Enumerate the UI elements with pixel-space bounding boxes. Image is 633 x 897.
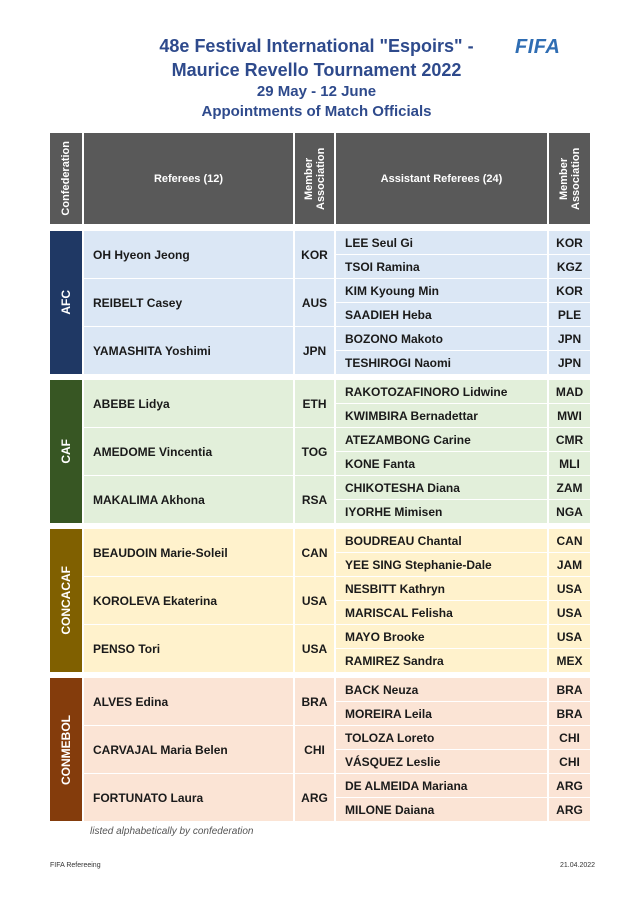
assistant-member-association: CAN bbox=[549, 529, 590, 552]
referee-member-association: USA bbox=[295, 577, 334, 624]
assistant-member-association: USA bbox=[549, 625, 590, 648]
assistant-member-association: BRA bbox=[549, 678, 590, 701]
assistant-member-association: MEX bbox=[549, 649, 590, 672]
assistant-member-association: BRA bbox=[549, 702, 590, 725]
assistant-referee-name: YEE SING Stephanie-Dale bbox=[336, 553, 547, 576]
assistant-member-association: USA bbox=[549, 601, 590, 624]
assistant-member-association: CHI bbox=[549, 750, 590, 773]
referee-name: PENSO Tori bbox=[84, 625, 293, 672]
assistant-member-association: ARG bbox=[549, 798, 590, 821]
header-member-association-2-label: Member Association bbox=[557, 147, 582, 210]
assistant-referee-name: MAYO Brooke bbox=[336, 625, 547, 648]
header-confederation bbox=[50, 133, 82, 224]
assistant-referee-name: BOZONO Makoto bbox=[336, 327, 547, 350]
referee-name: KOROLEVA Ekaterina bbox=[84, 577, 293, 624]
referee-member-association: AUS bbox=[295, 279, 334, 326]
assistant-referee-name: BOUDREAU Chantal bbox=[336, 529, 547, 552]
referee-member-association: JPN bbox=[295, 327, 334, 374]
footnote: listed alphabetically by confederation bbox=[90, 826, 254, 837]
assistant-referee-name: MOREIRA Leila bbox=[336, 702, 547, 725]
assistant-member-association: KGZ bbox=[549, 255, 590, 278]
confederation-cell bbox=[50, 529, 82, 672]
footer-left: FIFA Refereeing bbox=[50, 862, 101, 869]
assistant-referee-name: KONE Fanta bbox=[336, 452, 547, 475]
referee-name: MAKALIMA Akhona bbox=[84, 476, 293, 523]
assistant-referee-name: RAKOTOZAFINORO Lidwine bbox=[336, 380, 547, 403]
assistant-member-association: MLI bbox=[549, 452, 590, 475]
assistant-member-association: KOR bbox=[549, 279, 590, 302]
referee-name: ABEBE Lidya bbox=[84, 380, 293, 427]
header-assistants-label: Assistant Referees (24) bbox=[380, 172, 503, 185]
assistant-referee-name: VÁSQUEZ Leslie bbox=[336, 750, 547, 773]
confederation-label: CONMEBOL bbox=[59, 714, 73, 785]
assistant-referee-name: SAADIEH Heba bbox=[336, 303, 547, 326]
assistant-member-association: USA bbox=[549, 577, 590, 600]
assistant-referee-name: CHIKOTESHA Diana bbox=[336, 476, 547, 499]
referee-name: BEAUDOIN Marie-Soleil bbox=[84, 529, 293, 576]
referee-member-association: KOR bbox=[295, 231, 334, 278]
assistant-referee-name: LEE Seul Gi bbox=[336, 231, 547, 254]
referee-name: CARVAJAL Maria Belen bbox=[84, 726, 293, 773]
assistant-referee-name: KWIMBIRA Bernadettar bbox=[336, 404, 547, 427]
referee-member-association: TOG bbox=[295, 428, 334, 475]
referee-name: OH Hyeon Jeong bbox=[84, 231, 293, 278]
assistant-member-association: KOR bbox=[549, 231, 590, 254]
assistant-referee-name: RAMIREZ Sandra bbox=[336, 649, 547, 672]
confederation-label: CAF bbox=[59, 439, 73, 464]
referee-member-association: BRA bbox=[295, 678, 334, 725]
referee-member-association: RSA bbox=[295, 476, 334, 523]
assistant-referee-name: BACK Neuza bbox=[336, 678, 547, 701]
header-member-association-label: Member Association bbox=[302, 147, 327, 210]
fifa-logo: FIFA bbox=[515, 36, 561, 58]
referee-name: YAMASHITA Yoshimi bbox=[84, 327, 293, 374]
confederation-label: CONCACAF bbox=[59, 566, 73, 635]
footer-right: 21.04.2022 bbox=[560, 862, 596, 869]
assistant-member-association: PLE bbox=[549, 303, 590, 326]
assistant-member-association: NGA bbox=[549, 500, 590, 523]
confederation-cell bbox=[50, 380, 82, 523]
header-member-association-2 bbox=[549, 133, 590, 224]
assistant-referee-name: ATEZAMBONG Carine bbox=[336, 428, 547, 451]
header-referees-label: Referees (12) bbox=[153, 172, 224, 185]
assistant-referee-name: TESHIROGI Naomi bbox=[336, 351, 547, 374]
referee-member-association: CAN bbox=[295, 529, 334, 576]
assistant-member-association: JPN bbox=[549, 351, 590, 374]
referee-member-association: ARG bbox=[295, 774, 334, 821]
assistant-referee-name: NESBITT Kathryn bbox=[336, 577, 547, 600]
header-member-association bbox=[295, 133, 334, 224]
assistant-referee-name: KIM Kyoung Min bbox=[336, 279, 547, 302]
referee-member-association: ETH bbox=[295, 380, 334, 427]
tournament-dates: 29 May - 12 June bbox=[256, 83, 377, 100]
confederation-cell bbox=[50, 231, 82, 374]
page-subtitle: Appointments of Match Officials bbox=[201, 103, 432, 120]
assistant-member-association: MAD bbox=[549, 380, 590, 403]
referee-name: FORTUNATO Laura bbox=[84, 774, 293, 821]
header-confederation-label: Confederation bbox=[60, 141, 72, 216]
assistant-member-association: JPN bbox=[549, 327, 590, 350]
assistant-member-association: CHI bbox=[549, 726, 590, 749]
referee-name: ALVES Edina bbox=[84, 678, 293, 725]
confederation-cell bbox=[50, 678, 82, 821]
assistant-referee-name: TSOI Ramina bbox=[336, 255, 547, 278]
assistant-referee-name: IYORHE Mimisen bbox=[336, 500, 547, 523]
assistant-member-association: ARG bbox=[549, 774, 590, 797]
referee-member-association: USA bbox=[295, 625, 334, 672]
assistant-referee-name: MARISCAL Felisha bbox=[336, 601, 547, 624]
title-line-1: 48e Festival International "Espoirs" - bbox=[159, 36, 474, 56]
referee-name: AMEDOME Vincentia bbox=[84, 428, 293, 475]
assistant-member-association: CMR bbox=[549, 428, 590, 451]
assistant-member-association: JAM bbox=[549, 553, 590, 576]
assistant-referee-name: TOLOZA Loreto bbox=[336, 726, 547, 749]
assistant-member-association: ZAM bbox=[549, 476, 590, 499]
referee-member-association: CHI bbox=[295, 726, 334, 773]
confederation-label: AFC bbox=[59, 290, 73, 315]
header-referees bbox=[84, 133, 293, 224]
title-line-2: Maurice Revello Tournament 2022 bbox=[171, 60, 462, 80]
assistant-referee-name: DE ALMEIDA Mariana bbox=[336, 774, 547, 797]
header-assistants bbox=[336, 133, 547, 224]
assistant-member-association: MWI bbox=[549, 404, 590, 427]
referee-name: REIBELT Casey bbox=[84, 279, 293, 326]
assistant-referee-name: MILONE Daiana bbox=[336, 798, 547, 821]
